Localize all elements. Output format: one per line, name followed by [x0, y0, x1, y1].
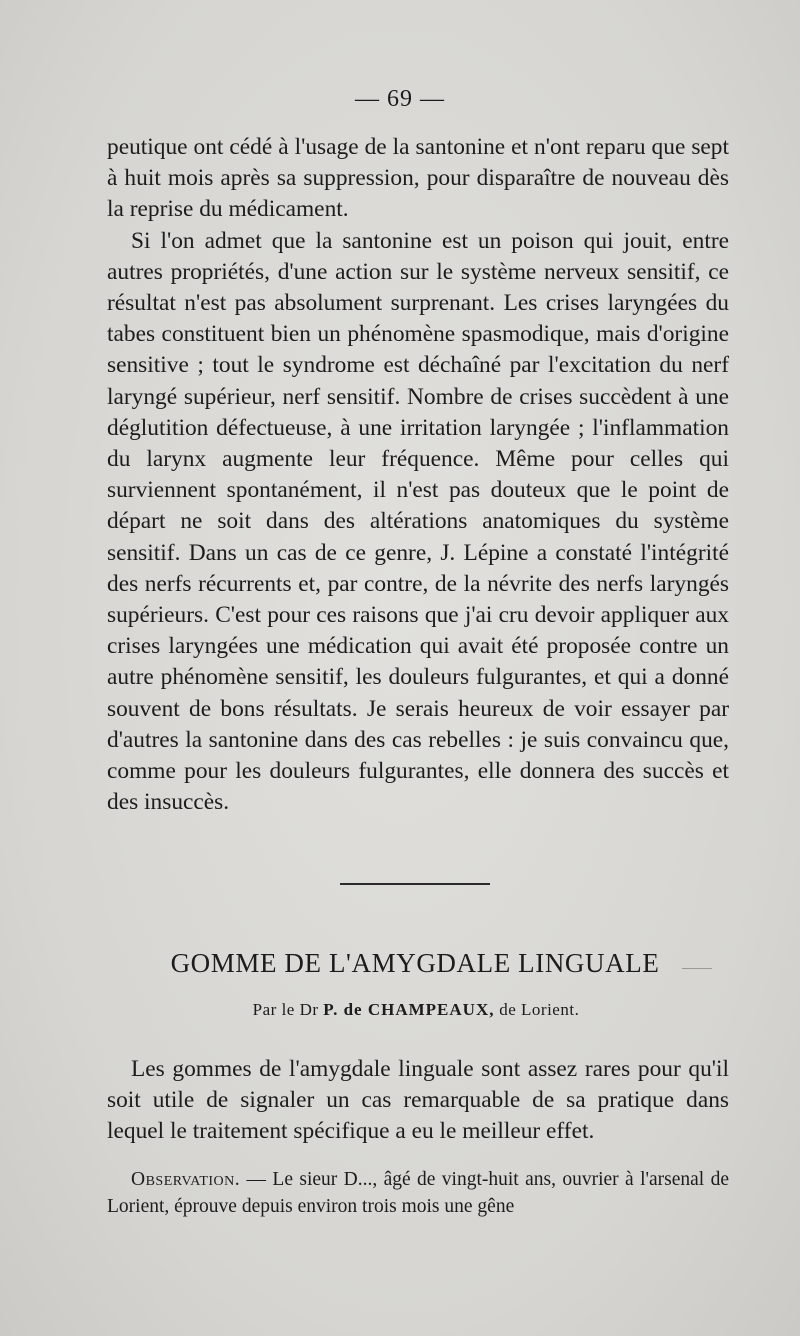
- page-number: — 69 —: [355, 86, 445, 112]
- intro-paragraph: Les gommes de l'amygdale linguale sont assez rares pour qu'il soit utile de signaler un cas remarquable de sa pratique dans lequel le traitement spécifique a eu le meilleur effet.: [107, 1056, 729, 1145]
- byline-author: P. de CHAMPEAUX,: [323, 1000, 495, 1019]
- observation-label: Observation.: [131, 1169, 241, 1190]
- article-byline: [0, 1000, 800, 1020]
- observation-block: [107, 1166, 729, 1220]
- byline-prefix: Par le Dr: [252, 1000, 319, 1019]
- continued-text: [107, 132, 729, 818]
- paragraph-santonine: Si l'on admet que la santonine est un poison qui jouit, entre autres propriétés, d'une action sur le système nerveux sensitif, ce résultat n'est pas absolument surprenant. Les crises laryngées du tabes constituent bien un phénomène spasmodique, mais d'origine sensitive ; tout le syndrome est déchaîné par l'excitation du nerf laryngé supérieur, nerf sensitif. Nombre de crises succèdent à une déglutition défectueuse, à une irritation laryngée ; l'inflammation du larynx augmente leur fréquence. Même pour celles qui surviennent spontanément, il n'est pas douteux que le point de départ ne soit dans des altérations anatomiques du système sensitif. Dans un cas de ce genre, J. Lépine a constaté l'intégrité des nerfs récurrents et, par contre, de la névrite des nerfs laryngés supérieurs. C'est pour ces raisons que j'ai cru devoir appliquer aux crises laryngées une médication qui avait été proposée contre un autre phénomène sensitif, les douleurs fulgurantes, et qui a donné souvent de bons résultats. Je serais heureux de voir essayer par d'autres la santonine dans des cas rebelles : je suis convaincu que, comme pour les douleurs fulgurantes, elle donnera des succès et des insuccès.: [107, 227, 729, 816]
- section-divider: [340, 883, 490, 885]
- title-dash-mark: [682, 968, 712, 969]
- article-title: GOMME DE L'AMYGDALE LINGUALE: [170, 948, 660, 978]
- byline-suffix: de Lorient.: [499, 1000, 580, 1019]
- article-intro: [107, 1054, 729, 1148]
- paragraph-continued: peutique ont cédé à l'usage de la santonine et n'ont reparu que sept à huit mois après sa suppression, pour disparaître de nouveau dès la reprise du médicament.: [107, 134, 729, 223]
- observation-text: — Le sieur D..., âgé de vingt-huit ans, ouvrier à l'arsenal de Lorient, éprouve depuis environ trois mois une gêne: [107, 1169, 729, 1217]
